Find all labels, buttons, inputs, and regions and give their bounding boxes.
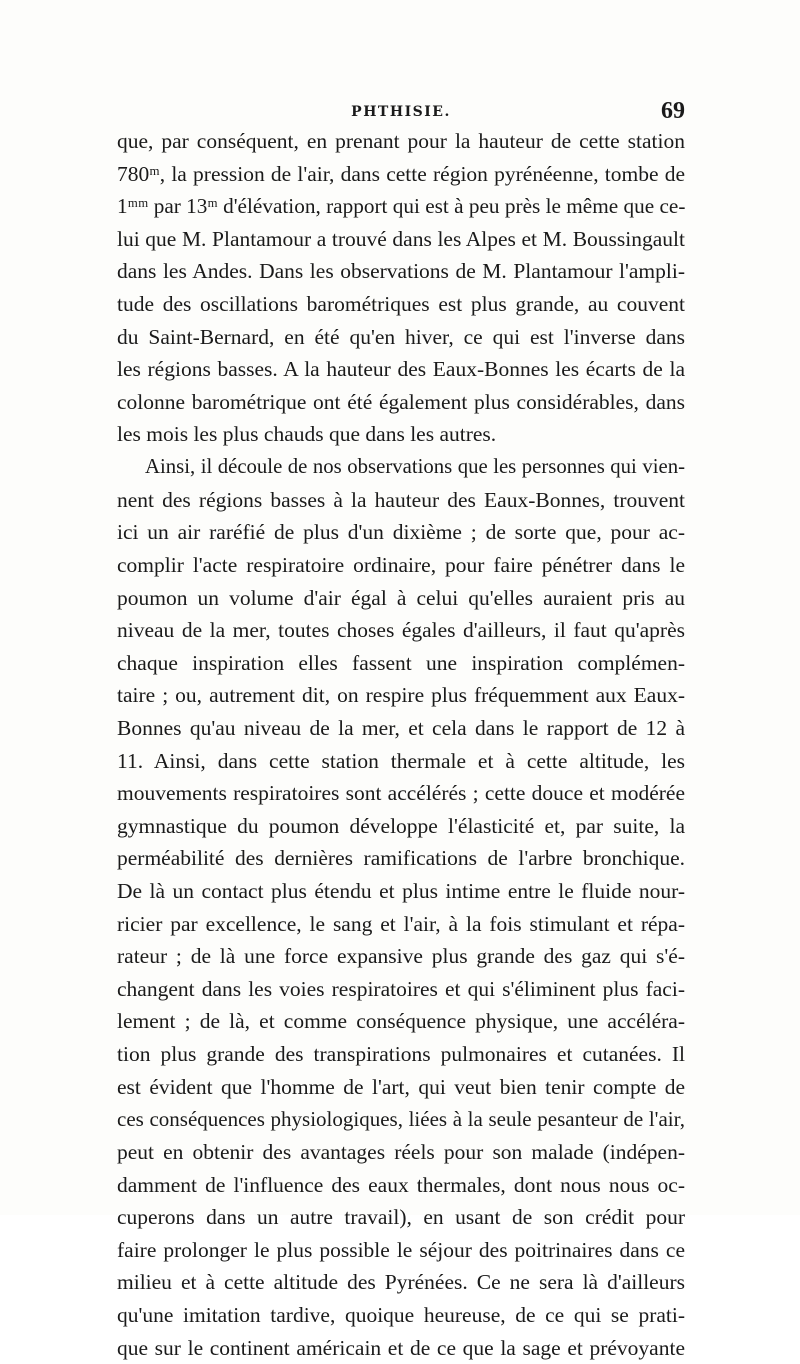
text-line: rateur ; de là une force expansive plus grande des gaz qui s'é- xyxy=(117,944,685,969)
text-line: que, par conséquent, en prenant pour la hauteur de cette station xyxy=(117,129,685,153)
text-line: changent dans les voies respiratoires et qui s'éliminent plus faci- xyxy=(117,976,685,1001)
text-line: ricier par excellence, le sang et l'air, à la fois stimulant et répa- xyxy=(117,911,685,936)
text-line: que sur le continent américain et de ce que la sage et prévoyante xyxy=(117,1335,685,1360)
running-head xyxy=(117,96,685,126)
text-line: niveau de la mer, toutes choses égales d'ailleurs, il faut qu'après xyxy=(117,618,685,643)
text-line: tion plus grande des transpirations pulmonaires et cutanées. Il xyxy=(117,1042,685,1067)
text-line: dans les Andes. Dans les observations de M. Plantamour l'ampli- xyxy=(117,259,685,284)
text-line: gymnastique du poumon développe l'élasticité et, par suite, la xyxy=(117,813,685,838)
text-line: milieu et à cette altitude des Pyrénées. Ce ne sera là d'ailleurs xyxy=(117,1270,685,1295)
text-line: 780ᵐ, la pression de l'air, dans cette région pyrénéenne, tombe de xyxy=(117,161,685,186)
text-line: nent des régions basses à la hauteur des Eaux-Bonnes, trouvent xyxy=(117,487,685,512)
running-title: PHTHISIE. xyxy=(351,104,451,120)
text-line: qu'une imitation tardive, quoique heureuse, de ce qui se prati- xyxy=(117,1302,685,1327)
text-line: chaque inspiration elles fassent une inspiration complémen- xyxy=(117,650,685,675)
text-line: les régions basses. A la hauteur des Eaux-Bonnes les écarts de la xyxy=(117,357,685,382)
text-line: colonne barométrique ont été également plus considérables, dans xyxy=(117,389,685,414)
text-line: mouvements respiratoires sont accélérés ; cette douce et modérée xyxy=(117,781,685,806)
text-line: du Saint-Bernard, en été qu'en hiver, ce qui est l'inverse dans xyxy=(117,324,685,349)
text-line: taire ; ou, autrement dit, on respire plus fréquemment aux Eaux- xyxy=(117,683,685,708)
text-line: peut en obtenir des avantages réels pour son malade (indépen- xyxy=(117,1139,685,1164)
text-line: est évident que l'homme de l'art, qui veut bien tenir compte de xyxy=(117,1074,685,1099)
text-line: cuperons dans un autre travail), en usant de son crédit pour xyxy=(117,1205,685,1230)
text-line: tude des oscillations barométriques est plus grande, au couvent xyxy=(117,292,685,317)
text-line: lui que M. Plantamour a trouvé dans les Alpes et M. Boussingault xyxy=(117,226,685,251)
text-line: perméabilité des dernières ramifications de l'arbre bronchique. xyxy=(117,846,685,871)
text-line: ici un air raréfié de plus d'un dixième ; de sorte que, pour ac- xyxy=(117,520,685,545)
text-line: Ainsi, il découle de nos observations que les personnes qui vien- xyxy=(145,456,685,479)
text-line: poumon un volume d'air égal à celui qu'elles auraient pris au xyxy=(117,585,685,610)
text-line: ces conséquences physiologiques, liées à la seule pesanteur de l'air, xyxy=(117,1107,685,1132)
text-line: les mois les plus chauds que dans les autres. xyxy=(117,422,497,447)
text-line: De là un contact plus étendu et plus intime entre le fluide nour- xyxy=(117,879,685,904)
text-line: damment de l'influence des eaux thermales, dont nous nous oc- xyxy=(117,1172,685,1197)
body-text xyxy=(117,125,685,1364)
text-line: lement ; de là, et comme conséquence physique, une accéléra- xyxy=(117,1009,685,1034)
text-line: 1ᵐᵐ par 13ᵐ d'élévation, rapport qui est à peu près le même que ce- xyxy=(117,194,685,219)
text-line: Bonnes qu'au niveau de la mer, et cela dans le rapport de 12 à xyxy=(117,715,685,740)
text-line: 11. Ainsi, dans cette station thermale et à cette altitude, les xyxy=(117,748,685,773)
text-line: faire prolonger le plus possible le séjour des poitrinaires dans ce xyxy=(117,1237,685,1262)
page-number: 69 xyxy=(661,98,685,124)
text-line: complir l'acte respiratoire ordinaire, pour faire pénétrer dans le xyxy=(117,552,685,577)
